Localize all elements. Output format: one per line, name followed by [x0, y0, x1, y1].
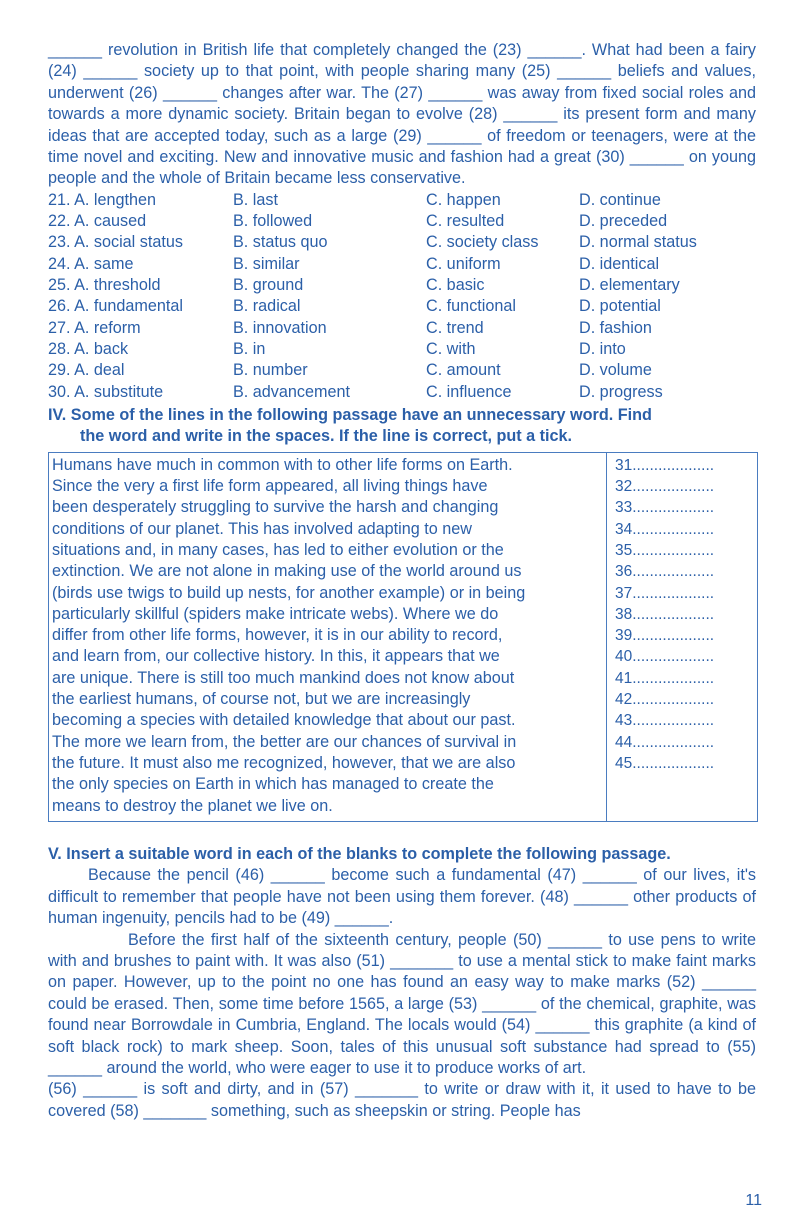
passage-line: the only species on Earth in which has managed to create the: [52, 775, 494, 794]
answer-line-42[interactable]: 42...................: [615, 691, 715, 709]
passage-line: particularly skillful (spiders make intricate webs). Where we do: [52, 604, 499, 623]
answer-line-43[interactable]: 43...................: [615, 712, 715, 730]
section4-heading-line1: IV. Some of the lines in the following passage have an unnecessary word. Find: [48, 405, 652, 424]
answer-line-33[interactable]: 33...................: [615, 499, 715, 517]
option-row: 24. A. same B. similar C. uniform D. identical: [48, 254, 660, 273]
section5-paragraph-2: Before the first half of the sixteenth century, people (50) ______ to use pens to write with and brushes to paint with. It was also (51) _______ to use a mental stick to make faint marks on paper. However, up to the point no one has found an easy way to make marks (52) ______ could be erased. Then, some time before 1565, a large (53) ______ of the chemical, graphite, was found near Borrowdale in Cumbria, England. The locals would (54) ______ this graphite (a kind of soft black rock) to mark sheep. Soon, tales of this unusual soft substance had spread to (55) ______ around the world, who were eager to use it to produce works of art.: [48, 930, 756, 1078]
passage-line: differ from other life forms, however, it is in our ability to record,: [52, 626, 503, 645]
section5-heading: V. Insert a suitable word in each of the blanks to complete the following passage.: [48, 844, 671, 863]
passage-line: and learn from, our collective history. In this, it appears that we: [52, 647, 500, 666]
section4-heading: [48, 405, 756, 448]
option-row: 30. A. substitute B. advancement C. influence D. progress: [48, 382, 663, 401]
answer-line-41[interactable]: 41...................: [615, 669, 715, 687]
option-row: 21. A. lengthen B. last C. happen D. continue: [48, 190, 661, 209]
section4-heading-line2: the word and write in the spaces. If the line is correct, put a tick.: [80, 427, 573, 446]
option-row: 29. A. deal B. number C. amount D. volume: [48, 361, 652, 380]
option-row: 23. A. social status B. status quo C. society class D. normal status: [48, 233, 697, 252]
answer-column: [607, 453, 757, 821]
error-correction-box: [48, 452, 758, 822]
page-number: 11: [745, 1192, 762, 1209]
error-correction-passage: [49, 453, 607, 821]
answer-line-40[interactable]: 40...................: [615, 648, 715, 666]
passage-line: the future. It must also me recognized, however, that we are also: [52, 753, 516, 772]
answer-line-37[interactable]: 37...................: [615, 584, 715, 602]
passage-line: are unique. There is still too much mankind does not know about: [52, 668, 515, 687]
answer-line-45[interactable]: 45...................: [615, 754, 715, 772]
passage-line: Since the very a first life form appeared, all living things have: [52, 477, 488, 496]
passage-line: situations and, in many cases, has led to either evolution or the: [52, 541, 504, 559]
section3-options: [48, 190, 756, 403]
passage-line: becoming a species with detailed knowledge that about our past.: [52, 711, 516, 730]
option-row: 22. A. caused B. followed C. resulted D. preceded: [48, 212, 668, 231]
passage-line: been desperately struggling to survive the harsh and changing: [52, 498, 499, 517]
passage-line: means to destroy the planet we live on.: [52, 796, 333, 815]
section5: [48, 844, 756, 1122]
passage-line: The more we learn from, the better are our chances of survival in: [52, 732, 517, 751]
answer-line-31[interactable]: 31...................: [615, 456, 715, 474]
passage-line: extinction. We are not alone in making use of the world around us: [52, 562, 522, 581]
option-row: 27. A. reform B. innovation C. trend D. fashion: [48, 318, 652, 337]
answer-line-44[interactable]: 44...................: [615, 733, 715, 751]
passage-line: (birds use twigs to build up nests, for another example) or in being: [52, 583, 526, 602]
option-row: 26. A. fundamental B. radical C. functional D. potential: [48, 297, 661, 316]
passage-line: Humans have much in common with to other life forms on Earth.: [52, 455, 513, 474]
section5-paragraph-3: (56) ______ is soft and dirty, and in (57) _______ to write or draw with it, it used to have to be covered (58) _______ something, such as sheepskin or string. People has: [48, 1080, 756, 1120]
answer-line-32[interactable]: 32...................: [615, 478, 715, 496]
option-row: 25. A. threshold B. ground C. basic D. elementary: [48, 276, 680, 295]
passage-line: conditions of our planet. This has involved adapting to new: [52, 519, 472, 538]
answer-line-39[interactable]: 39...................: [615, 627, 715, 645]
section3-passage: ______ revolution in British life that completely changed the (23) ______. What had been a fairy (24) ______ society up to that point, with people sharing many (25) ______ beliefs and values, underwent (26) ______ changes after war. The (27) ______ was away from fixed social roles and towards a more dynamic society. Britain began to evolve (28) ______ its present form and many ideas that are accepted today, such as a large (29) ______ of freedom or teenagers, were at the time novel and exciting. New and innovative music and fashion had a great (30) ______ on young people and the whole of Britain became less conservative.: [48, 41, 756, 188]
option-row: 28. A. back B. in C. with D. into: [48, 339, 626, 358]
answer-line-34[interactable]: 34...................: [615, 520, 715, 538]
section5-paragraph-1: Because the pencil (46) ______ become such a fundamental (47) ______ of our lives, it's difficult to remember that people have not been using them forever. (48) ______ other products of human ingenuity, pencils had to be (49) ______.: [48, 866, 756, 928]
answer-line-38[interactable]: 38...................: [615, 605, 715, 623]
answer-line-35[interactable]: 35...................: [615, 542, 715, 559]
answer-line-36[interactable]: 36...................: [615, 563, 715, 581]
passage-line: the earliest humans, of course not, but we are increasingly: [52, 690, 471, 709]
